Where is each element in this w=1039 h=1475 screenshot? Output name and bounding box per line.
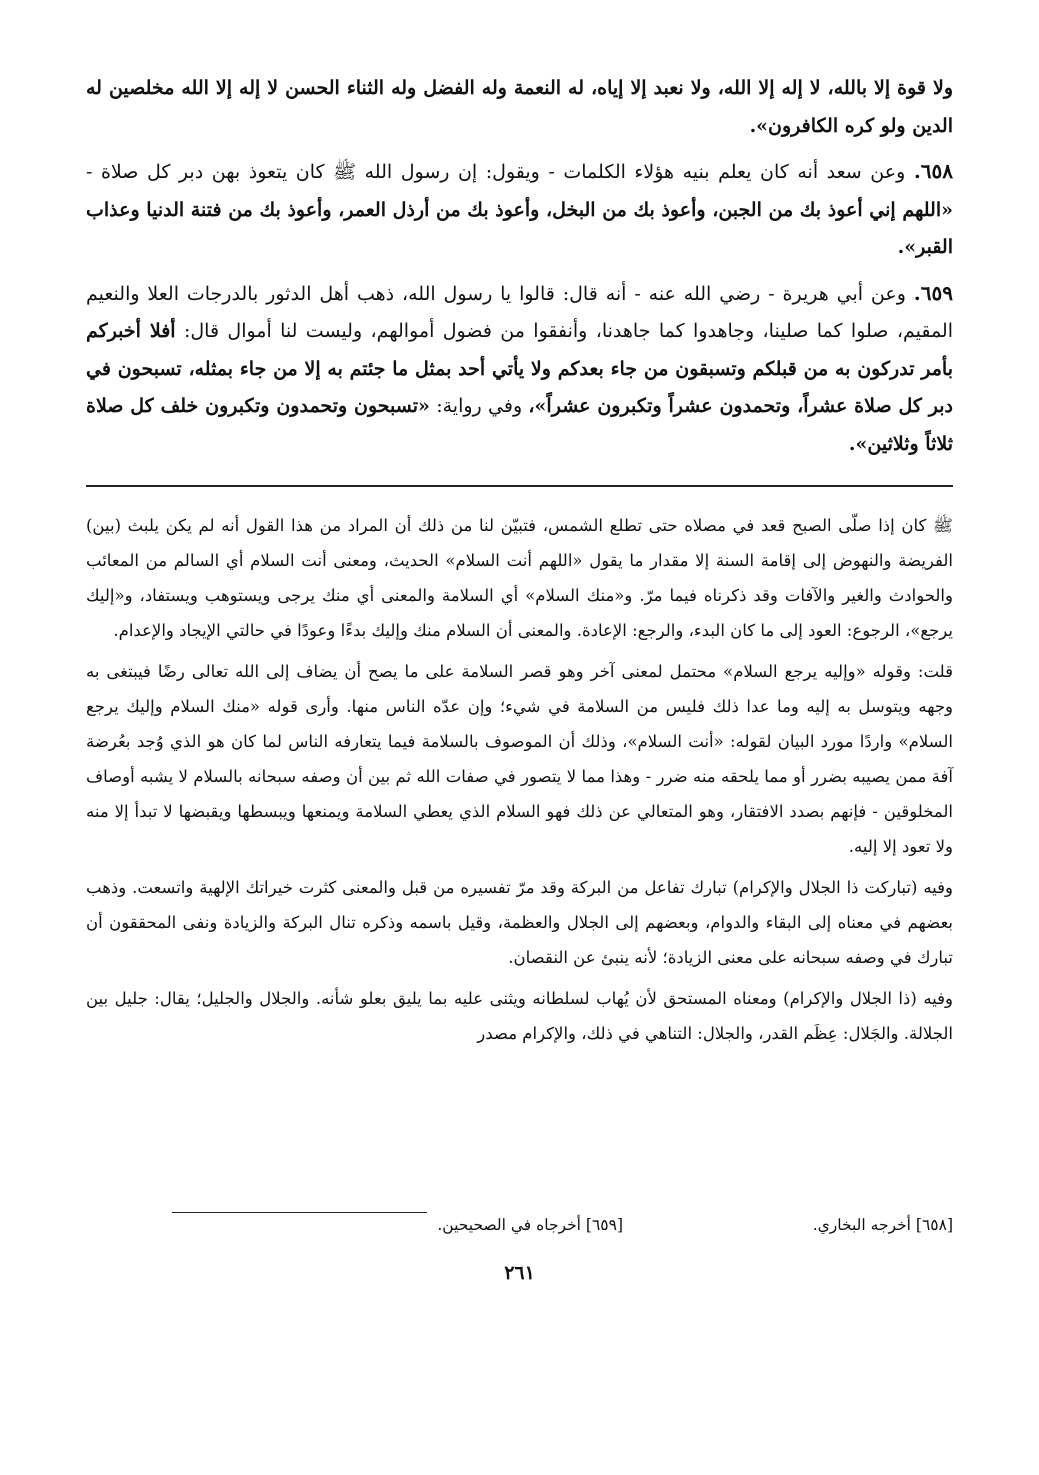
hadith-659-narration: وعن أبي هريرة - رضي الله عنه - أنه قال: قالوا يا رسول الله، ذهب أهل الدثور بالدرجات العلا والنعيم المقيم، صلوا كما صلينا، وجاهدوا كما جاهدنا، وأنفقوا من فضول أموالهم، وليست لنا أموال قال: [86, 282, 953, 342]
hadith-658-text: «اللهم إني أعوذ بك من الجبن، وأعوذ بك من البخل، وأعوذ بك من أرذل العمر، وأعوذ بك من فتنة الدنيا وعذاب القبر». [86, 198, 953, 258]
hadith-659 [86, 275, 953, 464]
section-divider [86, 485, 953, 487]
hadith-number-659: ٦٥٩. [913, 280, 953, 305]
footnote-658: [٦٥٨] أخرجه البخاري. [812, 1216, 953, 1234]
hadith-659-riwaya-label: وفي رواية: [436, 395, 523, 417]
hadith-659-text: أفلا أخبركم بأمر تدركون به من قبلكم وتسبقون من جاء بعدكم ولا يأتي أحد بمثل ما جئتم به إلا من جاء بمثله، تسبحون في دبر كل صلاة عشراً، وتحمدون عشراً وتكبرون عشراً»، [86, 320, 954, 417]
footnote-659: [٦٥٩] أخرجاه في الصحيحين. [437, 1216, 623, 1234]
commentary-paragraph: قلت: وقوله «وإليه يرجع السلام» محتمل لمعنى آخر وهو قصر السلامة على ما يصح أن يضاف إلى الله تعالى رضًا فيبتغى به وجهه ويتوسل به إليه وما عدا ذلك فليس من السلامة في شيء؛ وإن عدّه الناس منها. وأرى قوله «منك السلام وإليك يرجع السلام» واردًا مورد البيان لقوله: «أنت السلام»، وذلك أن الموصوف بالسلامة فيما يتعارفه الناس لما كان هو الذي وُجد بعُرضة آفة ممن يصيبه بضرر أو مما يلحقه منه ضرر - وهذا مما لا يتصور في صفات الله ثم بين أن وصفه سبحانه بالسلام لا يشبه أوصاف المخلوقين - فإنهم بصدد الافتقار، وهو المتعالي عن ذلك فهو السلام الذي يعطي السلامة ويمنعها ويبسطها ويقبضها لا تبدأ إلا منه ولا تعود إلا إليه. [86, 662, 953, 856]
hadith-continuation: ولا قوة إلا بالله، لا إله إلا الله، ولا نعبد إلا إياه، له النعمة وله الفضل وله الثناء الحسن لا إله إلا الله مخلصين له الدين ولو كره الكافرون». [86, 77, 953, 137]
hadith-659-riwaya-text: «تسبحون وتحمدون وتكبرون خلف كل صلاة ثلاثاً وثلاثين». [86, 395, 953, 455]
commentary-paragraph: ﷺ كان إذا صلّى الصبح قعد في مصلاه حتى تطلع الشمس، فتبيّن لنا من ذلك أن المراد من هذا القول أنه لم يكن يلبث (بين) الفريضة والنهوض إلى إقامة السنة إلا مقدار ما يقول «اللهم أنت السلام» الحديث، ومعنى أنت السلام أي السالم من المعائب والحوادث والغير والآفات وقد ذكرناه فيما مرّ. و«منك السلام» أي السلامة والمعنى أي منك يرجى ويستوهب ويستفاد، و«إليك يرجع»، الرجوع: العود إلى ما كان البدء، والرجع: الإعادة. والمعنى أن السلام منك وإليك بدءًا وعودًا في حالتي الإيجاد والإعدام. [86, 516, 953, 640]
commentary-section [86, 508, 953, 1057]
commentary-paragraph: وفيه (ذا الجلال والإكرام) ومعناه المستحق لأن يُهاب لسلطانه ويثنى عليه بما يليق بعلو شأنه. والجلال والجليل؛ يقال: جليل بين الجلالة. والجَلال: عِظَم القدر، والجلال: التناهي في ذلك، والإكرام مصدر [86, 989, 953, 1043]
footnote-divider [172, 1212, 427, 1213]
commentary-paragraph: وفيه (تباركت ذا الجلال والإكرام) تبارك تفاعل من البركة وقد مرّ تفسيره من قبل والمعنى كثرت خيراتك الإلهية واتسعت. وذهب بعضهم في معناه إلى البقاء والدوام، وبعضهم إلى الجلال والعظمة، وقيل باسمه وذكره تنال البركة والزيادة ونفى المحققون أن تبارك في وصفه سبحانه على معنى الزيادة؛ لأنه ينبئ عن النقصان. [86, 878, 953, 967]
page-number: ٢٦١ [504, 1262, 535, 1284]
hadith-section [86, 70, 953, 471]
hadith-658-narration: وعن سعد أنه كان يعلم بنيه هؤلاء الكلمات - ويقول: إن رسول الله ﷺ كان يتعوذ بهن دبر كل صلاة - [86, 161, 906, 183]
hadith-number-658: ٦٥٨. [913, 159, 954, 183]
hadith-658 [86, 153, 953, 267]
